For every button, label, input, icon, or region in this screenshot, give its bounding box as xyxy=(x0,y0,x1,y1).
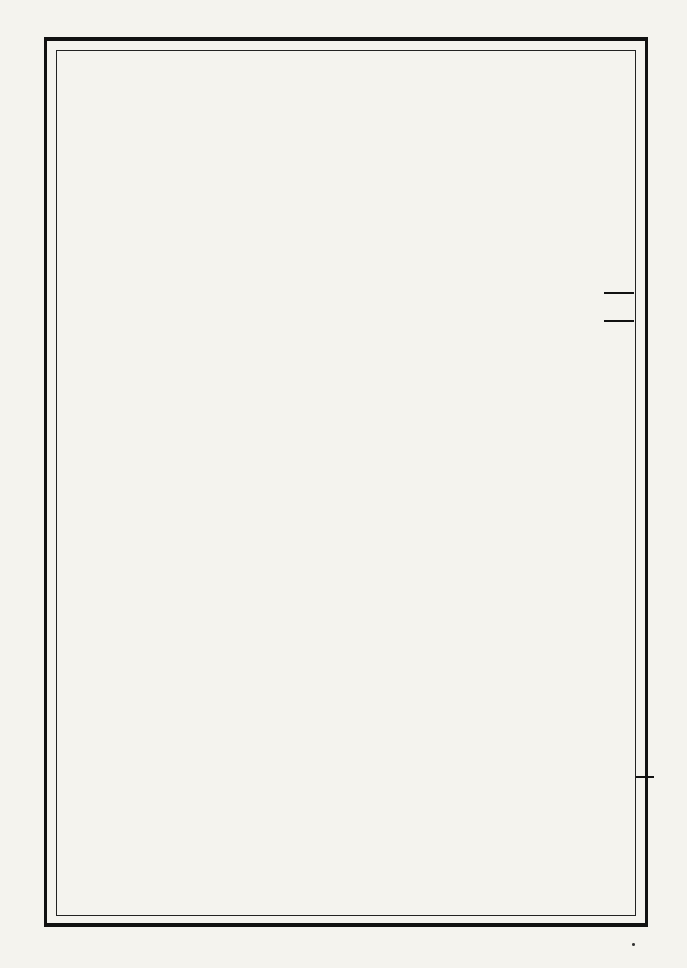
text-block-border xyxy=(56,50,636,916)
ink-dot xyxy=(632,943,635,946)
page-margin-strip xyxy=(602,50,636,916)
margin-tick xyxy=(636,776,654,778)
fish-tail-mark xyxy=(604,292,634,322)
